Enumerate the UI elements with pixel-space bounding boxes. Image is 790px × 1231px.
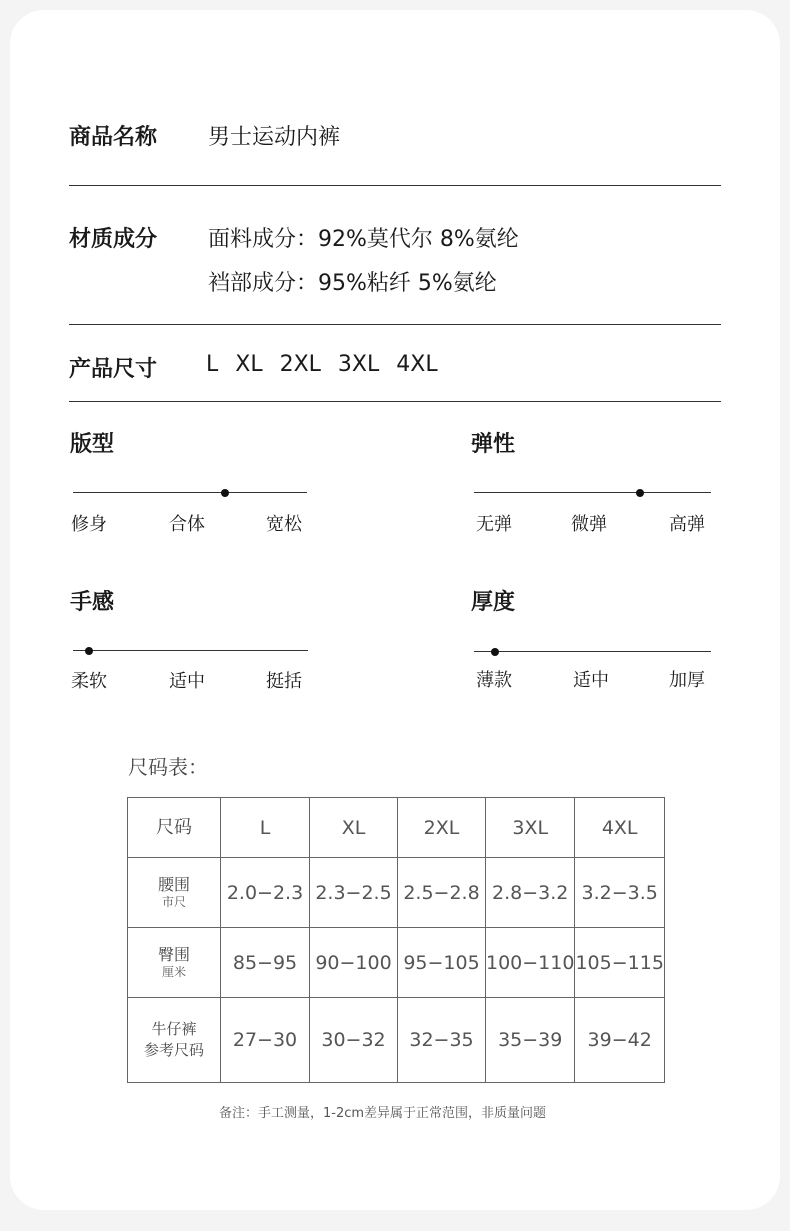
scale-tick-label: 柔软 [71,671,107,692]
scale-tick-label: 适中 [169,671,205,692]
table-header-cell: 3XL [486,798,575,858]
table-header-row [128,798,665,858]
scale-tick-label: 挺括 [266,671,302,692]
scale-track [73,492,307,493]
size-item: XL [235,352,263,377]
scale-tick-label: 高弹 [669,514,705,535]
table-cell: 100−110 [486,928,575,998]
table-cell: 105−115 [575,928,664,998]
row-label-cell: 腰围 市尺 [128,858,221,928]
scale-marker [85,647,93,655]
scale-tick-label: 无弹 [476,514,512,535]
size-label: 产品尺寸 [69,357,158,382]
table-cell: 85−95 [221,928,310,998]
table-cell: 39−42 [575,998,664,1083]
size-item: 3XL [337,352,380,377]
scale-tick-label: 微弹 [571,514,607,535]
table-cell: 2.0−2.3 [221,858,310,928]
material-line-2: 裆部成分：95%粘纤 5%氨纶 [208,271,497,296]
size-table-title: 尺码表： [128,755,208,779]
table-header-cell: 2XL [398,798,486,858]
size-list [206,352,448,377]
attribute-title: 厚度 [471,590,516,615]
table-header-cell: 4XL [575,798,664,858]
size-item: L [206,352,219,377]
row-label-cell: 牛仔裤 参考尺码 [128,998,221,1083]
material-label: 材质成分 [69,227,158,252]
scale-tick-label: 修身 [71,514,107,535]
table-row [128,998,665,1083]
size-item: 4XL [396,352,438,377]
table-cell: 95−105 [398,928,486,998]
table-cell: 27−30 [221,998,310,1083]
table-header-cell: XL [310,798,398,858]
table-header-cell: 尺码 [128,798,221,858]
scale-track [474,492,711,493]
table-cell: 2.5−2.8 [398,858,486,928]
attribute-title: 弹性 [471,432,516,457]
scale-tick-label: 适中 [573,670,609,691]
scale-tick-label: 合体 [169,514,205,535]
table-cell: 3.2−3.5 [575,858,664,928]
divider [69,324,721,325]
table-cell: 90−100 [310,928,398,998]
scale-tick-label: 加厚 [669,670,705,691]
scale-tick-label: 薄款 [476,670,512,691]
table-cell: 35−39 [486,998,575,1083]
material-line-1: 面料成分：92%莫代尔 8%氨纶 [208,227,519,252]
table-row [128,858,665,928]
table-header-cell: L [221,798,310,858]
divider [69,401,721,402]
scale-marker [491,648,499,656]
attribute-title: 版型 [70,432,115,457]
scale-tick-label: 宽松 [266,514,302,535]
table-cell: 30−32 [310,998,398,1083]
scale-track [73,650,308,651]
table-cell: 2.3−2.5 [310,858,398,928]
size-item: 2XL [279,352,321,377]
table-cell: 32−35 [398,998,486,1083]
attribute-title: 手感 [70,590,115,615]
divider [69,185,721,186]
table-row [128,928,665,998]
measurement-note: 备注：手工测量，1-2cm差异属于正常范围，非质量问题 [219,1106,547,1121]
size-table [127,797,665,1083]
scale-marker [221,489,229,497]
scale-track [474,651,711,652]
row-label-cell: 臀围 厘米 [128,928,221,998]
scale-marker [636,489,644,497]
table-cell: 2.8−3.2 [486,858,575,928]
product-name-value: 男士运动内裤 [208,125,341,150]
product-name-label: 商品名称 [69,125,158,150]
